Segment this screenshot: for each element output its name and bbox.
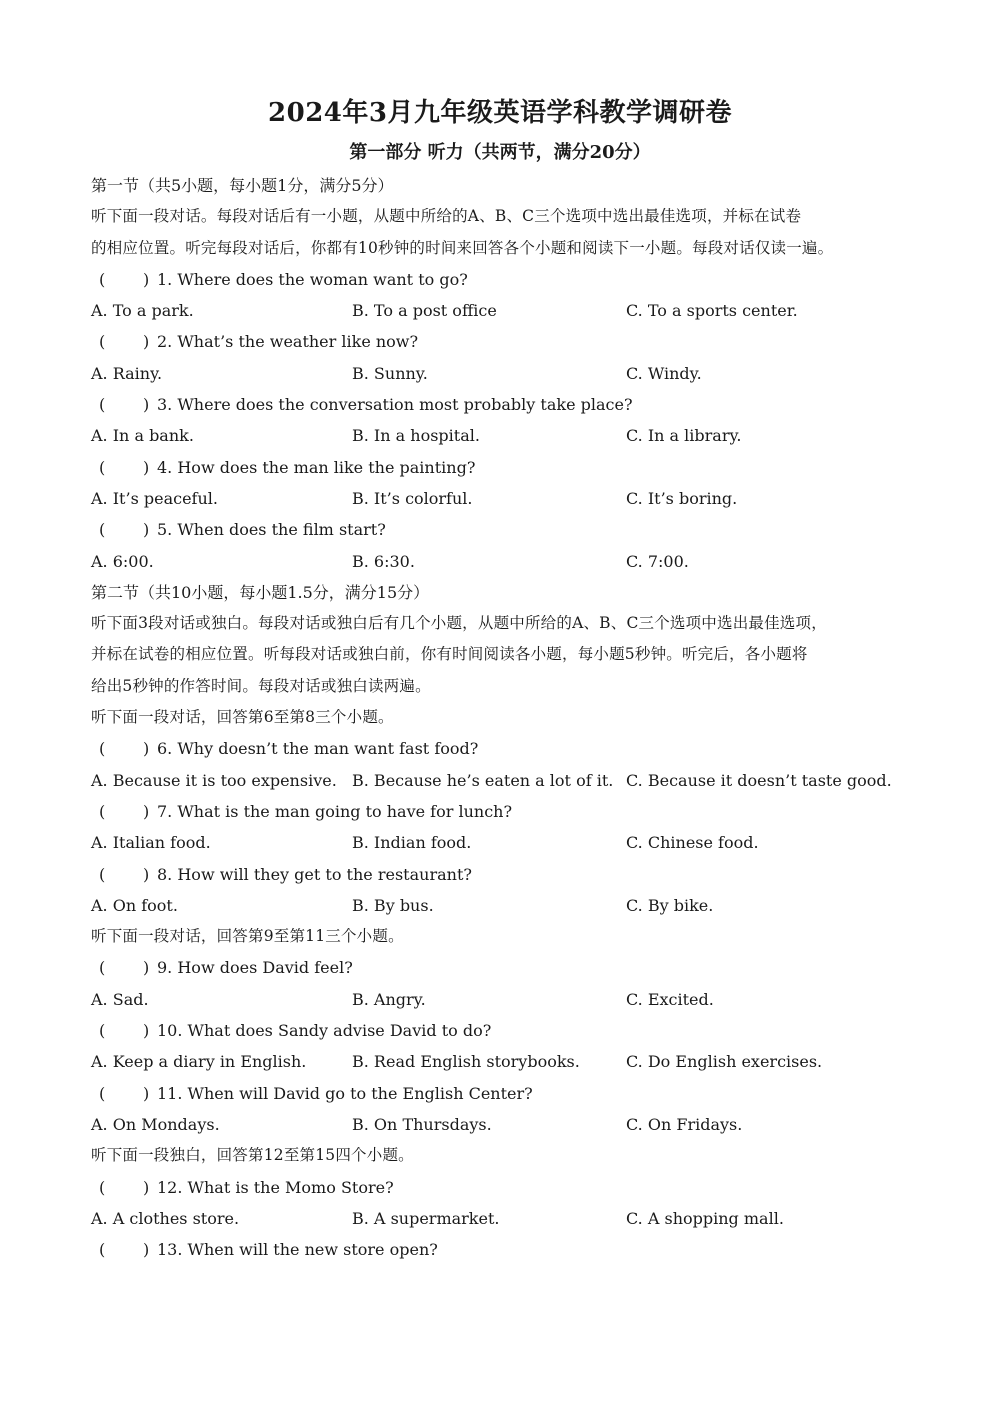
answer-paren-close: ) [143,332,150,352]
option-c: C. It’s boring. [626,488,738,508]
section-1-instructions-line-1: 听下面一段对话。每段对话后有一小题，从题中所给的A、B、C三个选项中选出最佳选项，并标在试卷 [91,207,802,226]
answer-paren-close: ) [143,739,150,759]
answer-paren-close: ) [143,1021,150,1041]
option-a: A. Rainy. [91,363,163,383]
option-c: C. To a sports center. [626,301,798,321]
option-b: B. In a hospital. [352,426,480,446]
answer-paren-close: ) [143,395,150,415]
option-c: C. On Fridays. [626,1114,743,1134]
option-b: B. Read English storybooks. [352,1052,580,1072]
section-2-heading: 第二节（共10小题，每小题1.5分，满分15分） [91,582,430,602]
question-5-options [91,546,931,577]
option-a: A. It’s peaceful. [91,488,218,508]
question-text: 10. What does Sandy advise David to do? [157,1021,492,1041]
option-a: A. On foot. [91,895,178,915]
option-a: A. Italian food. [91,833,211,853]
part-title: 第一部分 听力（共两节，满分20分） [349,142,651,163]
page-title: 2024年3月九年级英语学科教学调研卷 [268,98,732,128]
option-b: B. A supermarket. [352,1208,500,1228]
question-6-options [91,765,931,796]
question-text: 6. Why doesn’t the man want fast food? [157,739,479,759]
answer-paren-open: ( [99,1240,106,1260]
answer-paren-open: ( [99,864,106,884]
question-text: 3. Where does the conversation most probably take place? [157,395,633,415]
option-c: C. Chinese food. [626,833,759,853]
option-a: A. Because it is too expensive. [91,770,337,790]
answer-paren-close: ) [143,457,150,477]
question-text: 5. When does the film start? [157,520,386,540]
option-c: C. A shopping mall. [626,1208,784,1228]
option-c: C. 7:00. [626,551,689,571]
group-3-instruction: 听下面一段独白，回答第12至第15四个小题。 [91,1146,414,1165]
answer-paren-open: ( [99,1021,106,1041]
option-b: B. Indian food. [352,833,472,853]
group-1-instruction: 听下面一段对话，回答第6至第8三个小题。 [91,708,394,727]
section-2-instructions-line-3: 给出5秒钟的作答时间。每段对话或独白读两遍。 [91,676,431,695]
option-b: B. Sunny. [352,363,428,383]
answer-paren-open: ( [99,801,106,821]
question-text: 9. How does David feel? [157,958,353,978]
option-a: A. To a park. [91,301,194,321]
section-1-instructions-line-2: 的相应位置。听完每段对话后，你都有10秒钟的时间来回答各个小题和阅读下一小题。每段对话仅读一遍。 [91,238,834,257]
section-1-heading: 第一节（共5小题，每小题1分，满分5分） [91,176,394,195]
question-text: 4. How does the man like the painting? [157,457,476,477]
question-4-options [91,483,931,514]
answer-paren-open: ( [99,520,106,540]
option-c: C. Windy. [626,363,702,383]
question-12-options [91,1203,931,1234]
answer-paren-open: ( [99,395,106,415]
answer-paren-open: ( [99,739,106,759]
answer-paren-open: ( [99,269,106,289]
question-text: 1. Where does the woman want to go? [157,269,468,289]
question-9 [91,952,931,983]
question-11 [91,1078,931,1109]
question-6 [91,733,931,764]
answer-paren-open: ( [99,332,106,352]
option-a: A. A clothes store. [91,1208,240,1228]
question-7-options [91,827,931,858]
option-b: B. 6:30. [352,551,415,571]
question-text: 13. When will the new store open? [157,1240,438,1260]
question-text: 11. When will David go to the English Center? [157,1083,533,1103]
group-2-instruction: 听下面一段对话，回答第9至第11三个小题。 [91,927,404,946]
question-text: 2. What’s the weather like now? [157,332,419,352]
section-2-instructions-line-2: 并标在试卷的相应位置。听每段对话或独白前，你有时间阅读各小题，每小题5秒钟。听完后，各小题将 [91,645,808,664]
exam-content [91,170,931,1265]
question-10-options [91,1046,931,1077]
answer-paren-open: ( [99,958,106,978]
option-c: C. Excited. [626,989,714,1009]
answer-paren-close: ) [143,958,150,978]
option-b: B. Angry. [352,989,426,1009]
answer-paren-open: ( [99,457,106,477]
option-a: A. In a bank. [91,426,194,446]
answer-paren-open: ( [99,1177,106,1197]
question-text: 8. How will they get to the restaurant? [157,864,472,884]
option-a: A. 6:00. [91,551,154,571]
option-b: B. On Thursdays. [352,1114,492,1134]
option-c: C. Do English exercises. [626,1052,823,1072]
answer-paren-close: ) [143,801,150,821]
question-11-options [91,1109,931,1140]
question-3-options [91,420,931,451]
option-c: C. By bike. [626,895,714,915]
answer-paren-close: ) [143,520,150,540]
question-7 [91,796,931,827]
question-text: 12. What is the Momo Store? [157,1177,394,1197]
question-2 [91,326,931,357]
option-a: A. On Mondays. [91,1114,220,1134]
option-c: C. In a library. [626,426,742,446]
section-2-instructions-line-1: 听下面3段对话或独白。每段对话或独白后有几个小题，从题中所给的A、B、C三个选项中选出最佳选项， [91,614,827,633]
option-a: A. Keep a diary in English. [91,1052,307,1072]
question-8-options [91,890,931,921]
answer-paren-close: ) [143,1177,150,1197]
question-10 [91,1015,931,1046]
option-a: A. Sad. [91,989,149,1009]
answer-paren-close: ) [143,1083,150,1103]
question-text: 7. What is the man going to have for lunch? [157,801,513,821]
answer-paren-close: ) [143,1240,150,1260]
option-b: B. By bus. [352,895,434,915]
answer-paren-close: ) [143,269,150,289]
question-5 [91,514,931,545]
question-3 [91,389,931,420]
question-4 [91,452,931,483]
answer-paren-close: ) [143,864,150,884]
question-13 [91,1234,931,1265]
option-c: C. Because it doesn’t taste good. [626,770,892,790]
answer-paren-open: ( [99,1083,106,1103]
question-8 [91,859,931,890]
option-b: B. To a post office [352,301,497,321]
option-b: B. Because he’s eaten a lot of it. [352,770,614,790]
question-2-options [91,358,931,389]
question-1 [91,264,931,295]
question-9-options [91,984,931,1015]
question-12 [91,1172,931,1203]
option-b: B. It’s colorful. [352,488,473,508]
question-1-options [91,295,931,326]
